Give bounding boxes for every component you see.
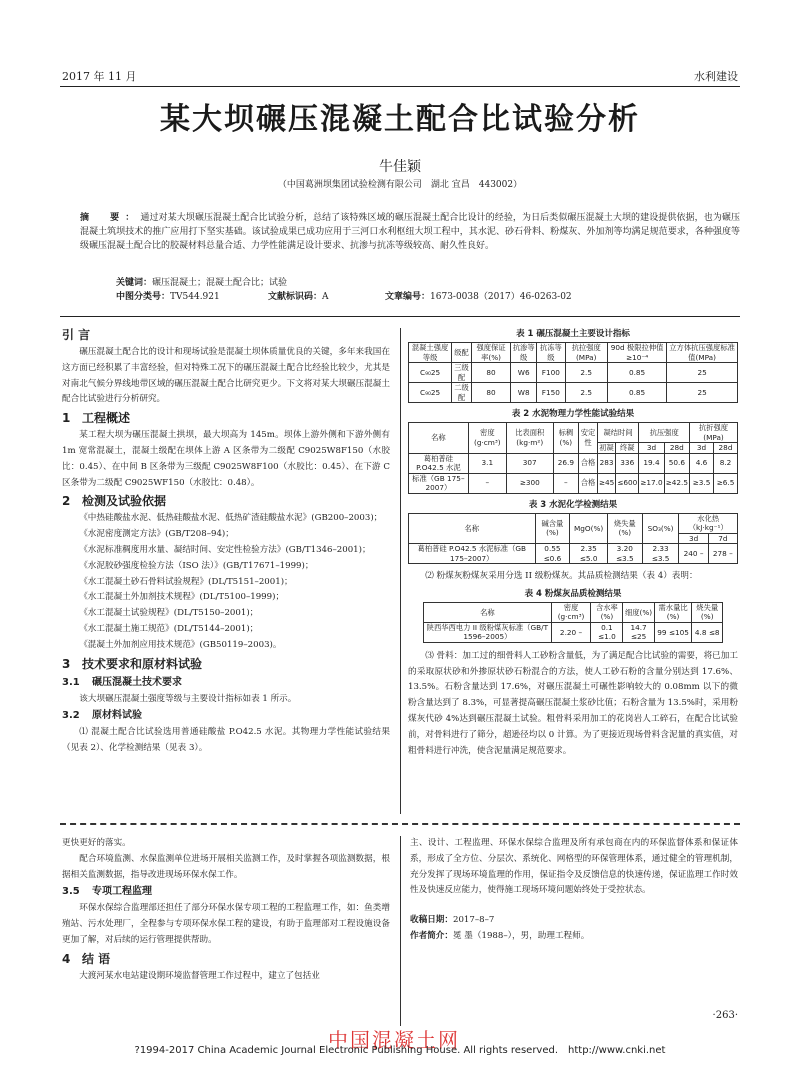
table-cell: 50.6 (664, 453, 689, 473)
table3 (408, 513, 738, 565)
table-cell: 三级配 (452, 363, 472, 383)
table-cell: – (468, 473, 506, 493)
section1-text: 某工程大坝为碾压混凝土拱坝，最大坝高为 145m。坝体上游外侧和下游外侧有 1m 宽常混凝土，混凝土级配在坝体上游 A 区条带为二级配 C9025W8F150（水胶比：0.45）、在中间 B 区条带为三级配 C9025W8F100（水胶比：0.45）、在下游 C 区条带为二级配 C9025WF150（水胶比：0.48）。 (62, 430, 390, 488)
ref-item: 《水工混凝土砂石骨料试验规程》(DL/T5151–2001)； (79, 576, 293, 587)
table-header: 抗拉强度(MPa) (565, 343, 607, 363)
table-header: SO₃(%) (642, 513, 679, 544)
lower-right-paragraph: 主、设计、工程监理、环保水保综合监理及所有承包商在内的环保监督体系和保证体系，形成了全方位、分层次、系统化、网格型的环保管理体系，通过健全的管理机制，充分发挥了现场环境监理的作用，保证指令及反馈信息的快速传递，保证监理工作时效性及快速反应能力，使得施工现场环境问题始终处于受控状态。 (410, 838, 738, 896)
table3-caption: 表 3 水泥化学检测结果 (528, 499, 618, 510)
author-info-line (410, 929, 738, 945)
table-row (409, 453, 738, 473)
table-cell: 2.5 (565, 383, 607, 403)
table-cell: W6 (511, 363, 537, 383)
table-header-row (409, 423, 738, 443)
table-cell: ≥3.5 (690, 473, 714, 493)
table-header: 强度保证率(%) (471, 343, 510, 363)
article-no-value: 1673-0038（2017）46-0263-02 (430, 292, 572, 302)
table-header: 需水量比(%) (654, 602, 692, 622)
table-cell: 2.20 – (551, 622, 591, 642)
page-number: ·263· (712, 1010, 738, 1021)
author-name: 牛佳颖 (379, 159, 421, 175)
table-cell: ≥42.5 (664, 473, 689, 493)
left-column (62, 325, 390, 757)
section2-heading: 2 检测及试验依据 (62, 494, 167, 509)
table-cell: 19.4 (639, 453, 664, 473)
column-separator (400, 328, 401, 814)
table-cell: 2.33 ≤3.5 (642, 544, 679, 564)
table-header-row (424, 602, 723, 622)
table-header: 密度(g·cm³) (468, 423, 506, 454)
table-header: 抗压强度 (639, 423, 690, 443)
table-cell: 合格 (579, 473, 598, 493)
table-cell: ≥17.0 (639, 473, 664, 493)
table-cell: 240 – (679, 544, 708, 564)
keywords-label: 关键词： (116, 278, 153, 288)
table1-caption: 表 1 碾压混凝土主要设计指标 (516, 329, 630, 339)
abstract-text: 通过对某大坝碾压混凝土配合比试验分析，总结了该特殊区域的碾压混凝土配合比设计的经验，为日后类似碾压混凝土大坝的建设提供依据，也为碾压混凝土筑坝技术的推广应用打下坚实基础。该试验成果已成功应用于三河口水利枢纽大坝工程中，其水泥、砂石骨料、粉煤灰、外加剂等均满足规范要求，各种强度等级碾压混凝土配合比的胶凝材料总量合适、力学性能满足设计要求、抗渗与抗冻等级较高、耐久性良好。 (80, 213, 740, 251)
affiliation: （中国葛洲坝集团试验检测有限公司 湖北 宜昌 443002） (277, 180, 523, 190)
table-row (424, 622, 723, 642)
section4-heading: 4 结 语 (62, 951, 111, 966)
watermark-stamp: 中国混凝土网 (328, 1028, 460, 1052)
table-header: 级配 (452, 343, 472, 363)
flyash-text (408, 569, 738, 585)
article-no-label: 文章编号： (385, 292, 431, 302)
abstract-label: 摘 要： (80, 213, 141, 223)
table-header: 初凝 (599, 443, 614, 452)
table-header: 28d (664, 443, 689, 454)
abstract-rule (60, 316, 740, 317)
table-header: 抗渗等级 (511, 343, 537, 363)
table-cell: 99 ≤105 (654, 622, 692, 642)
table-cell: 2.5 (565, 363, 607, 383)
table-cell: ≥300 (506, 473, 553, 493)
table-cell: 8.2 (713, 453, 737, 473)
ref-item: 《水泥胶砂强度检验方法（ISO 法）》(GB/T17671–1999)； (79, 560, 314, 571)
table-cell: 25 (667, 383, 738, 403)
doc-code (268, 291, 329, 303)
aggregate-text (408, 649, 738, 760)
header-journal: 水利建设 (694, 70, 738, 83)
author-info: 冕 墨（1988–），男，助理工程师。 (452, 930, 590, 941)
received-line (410, 913, 738, 929)
table-cell: 278 – (708, 544, 737, 564)
table4 (423, 602, 723, 643)
received-date: 2017–8–7 (452, 915, 495, 926)
table-cell: W8 (511, 383, 537, 403)
doc-code-value: A (322, 292, 329, 302)
keywords-text: 碾压混凝土；混凝土配合比；试验 (152, 278, 288, 288)
table-row (409, 363, 738, 383)
table-header: 名称 (424, 602, 552, 622)
dashed-divider (60, 823, 740, 825)
article-title: 某大坝碾压混凝土配合比试验分析 (160, 102, 640, 137)
section4-text: 大渡河某水电站建设期环境监督管理工作过程中，建立了包括业 (79, 970, 320, 981)
table-cell: 0.55 ≤0.6 (535, 544, 570, 564)
table-cell: 4.8 ≤8 (692, 622, 723, 642)
table-cell: 2.35 ≤5.0 (570, 544, 608, 564)
table2-caption: 表 2 水泥物理力学性能试验结果 (511, 409, 635, 419)
table-cell: C₉₀25 (409, 383, 452, 403)
table-cell: 葛柏普硅 P.O42.5 水泥标准（GB 175–2007） (409, 544, 536, 564)
table-row (409, 544, 738, 564)
table-row (409, 383, 738, 403)
table-cell: ≥6.5 (713, 473, 737, 493)
table-header: 3d (679, 533, 708, 544)
table-header: 比表面积(kg·m²) (506, 423, 553, 454)
doc-code-label: 文献标识码： (268, 292, 323, 302)
table-cell: 葛柏普硅 P.O42.5 水泥 (409, 453, 469, 473)
table-header: 3d (690, 443, 714, 454)
clc-label: 中图分类号： (116, 292, 171, 302)
table-header: 3d (639, 443, 664, 454)
table-cell: ≥45 (597, 473, 615, 493)
table-cell: 陕西华西电力 II 级粉煤灰标准（GB/T 1596–2005） (424, 622, 552, 642)
table-cell: 80 (471, 383, 510, 403)
table-cell: F100 (537, 363, 565, 383)
section35-heading: 3.5 专项工程监理 (62, 886, 152, 898)
received-label: 收稿日期： (410, 915, 453, 926)
ref-item: 《水工混凝土施工规范》(DL/T5144–2001)； (79, 623, 259, 634)
clc (116, 291, 220, 303)
table-cell: 3.1 (468, 453, 506, 473)
table-header-row (409, 343, 738, 363)
table-header: 终凝 (616, 443, 639, 454)
keywords (116, 277, 287, 289)
table-cell: 0.85 (607, 363, 666, 383)
table2 (408, 422, 738, 494)
lower-paragraph: 配合环境监测、水保监测单位进场开展相关监测工作，及时掌握各项监测数据，根据相关监测数据，指导改进现场环保水保工作。 (62, 853, 390, 880)
table-cell: F150 (537, 383, 565, 403)
table-cell: 80 (471, 363, 510, 383)
table-header: 28d (713, 443, 737, 454)
intro-text: 碾压混凝土配合比的设计和现场试验是混凝土坝体质量优良的关键，多年来我国在这方面已经积累了丰富经验，但对特殊工况下的碾压混凝土配合比经验比较少，尤其是对南北气候分界线地带区域的碾压混凝土配合比研究更少。下文将对某大坝碾压混凝土配合比试验进行分析研究。 (62, 347, 390, 405)
table-header: 90d 极限拉伸值≥10⁻⁴ (607, 343, 666, 363)
article-no (385, 291, 572, 303)
table-header: 凝结时间 (597, 423, 638, 443)
header-date: 2017 年 11 月 (62, 70, 137, 83)
table-cell: 二级配 (452, 383, 472, 403)
table-header: 立方体抗压强度标准值(MPa) (667, 343, 738, 363)
table-cell: ≤600 (616, 473, 639, 493)
table-cell: 26.9 (553, 453, 579, 473)
section31-text: 该大坝碾压混凝土强度等级与主要设计指标如表 1 所示。 (79, 693, 297, 704)
lower-left-column (62, 836, 390, 985)
table-cell: C₉₀25 (409, 363, 452, 383)
table-header: MgO(%) (570, 513, 608, 544)
table-cell: 4.6 (690, 453, 714, 473)
table-header: 密度(g·cm³) (551, 602, 591, 622)
right-column (408, 328, 738, 759)
section32-text: ⑴ 混凝土配合比试验选用普通硅酸盐 P.O42.5 水泥。其物理力学性能试验结果（见表 2）、化学检测结果（见表 3）。 (62, 727, 390, 754)
abstract (80, 211, 740, 253)
clc-value: TV544.921 (170, 292, 220, 302)
table-header: 7d (708, 533, 737, 544)
lower-paragraph: 更快更好的落实。 (62, 838, 131, 848)
ref-item: 《水泥标准稠度用水量、凝结时间、安定性检验方法》(GB/T1346–2001)； (79, 544, 371, 555)
ref-item: 《中热硅酸盐水泥、低热硅酸盐水泥、低热矿渣硅酸盐水泥》(GB200–2003)； (79, 513, 383, 524)
table-header: 安定性 (579, 423, 598, 454)
author-info-label: 作者简介： (410, 930, 453, 941)
table-header: 烧失量(%) (607, 513, 642, 544)
table-header: 名称 (409, 513, 536, 544)
table-cell: 3.20 ≤3.5 (607, 544, 642, 564)
ref-item: 《水泥密度测定方法》(GB/T208–94)； (79, 529, 234, 540)
intro-heading: 引 言 (62, 328, 91, 342)
ref-item: 《混凝土外加剂应用技术规范》(GB50119–2003)。 (79, 639, 282, 650)
table-cell: 0.1 ≤1.0 (591, 622, 623, 642)
table-header: 细度(%) (623, 602, 654, 622)
ref-item: 《水工混凝土试验规程》(DL/T5150–2001)； (79, 608, 259, 619)
table-header: 碱含量(%) (535, 513, 570, 544)
table-cell: 336 (616, 453, 639, 473)
table-header: 水化热（kJ·kg⁻¹） (679, 513, 738, 533)
copyright-footer: ?1994-2017 China Academic Journal Electronic Publishing House. All rights reserved. http://www.cnki.net (134, 1045, 666, 1056)
table1 (408, 342, 738, 403)
table-header: 混凝土强度等级 (409, 343, 452, 363)
table-cell: 25 (667, 363, 738, 383)
table-cell: 标准（GB 175–2007） (409, 473, 469, 493)
section31-heading: 3.1 碾压混凝土技术要求 (62, 676, 182, 688)
table-header: 烧失量(%) (692, 602, 723, 622)
section35-text: 环保水保综合监理部还担任了部分环保水保专项工程的工程监理工作，如：鱼类增殖站、污水处理厂，全程参与专项环保水保工程的建设，有助于监理部对工程设施设备更加了解，对后续的运行管理提供帮助。 (62, 903, 390, 945)
table-cell: 合格 (579, 453, 598, 473)
table-cell: 283 (597, 453, 615, 473)
header-rule (60, 86, 740, 87)
lower-column-separator (400, 836, 401, 1026)
aggregate-paragraph: ⑶ 骨料：加工过的细骨料人工砂粉含量低，为了满足配合比试验的需要，将已加工的采取原状砂和外掺原状砂石粉混合的方法，使人工砂石粉的含量分别达到 17.6%、13.5%。石粉含量达到 17.6%，对碾压混凝土可碾性影响较大的 0.08mm 以下的微粉含量达到了 8.3%，可显著提高碾压混凝土浆砂比值；石粉含量为 13.5%时，采用粉煤灰代砂 4%达到碾压混凝土试验。粗骨料采用加工的花岗岩人工碎石，在配合比试验前，对骨料进行了筛分，超逊径均以 0 计算。为了更接近现场骨料含泥量的真实值，对粗骨料进行冲洗，使含泥量满足规范要求。 (408, 650, 738, 756)
flyash-paragraph: ⑵ 粉煤灰粉煤灰采用分选 II 级粉煤灰。其品质检测结果（表 4）表明： (425, 571, 698, 581)
table-cell: 0.85 (607, 383, 666, 403)
table4-caption: 表 4 粉煤灰品质检测结果 (524, 588, 622, 599)
table-header: 抗冻等级 (537, 343, 565, 363)
table-cell: 307 (506, 453, 553, 473)
table-header: 抗折强度(MPa) (690, 423, 738, 443)
table-cell: – (553, 473, 579, 493)
lower-right-column (410, 836, 738, 945)
table-cell: 14.7 ≤25 (623, 622, 654, 642)
section1-heading: 1 工程概述 (62, 411, 131, 426)
table-header: 含水率(%) (591, 602, 623, 622)
table-header: 标稠(%) (553, 423, 579, 454)
table-row (409, 473, 738, 493)
table-header-row (409, 513, 738, 533)
ref-item: 《水工混凝土外加剂技术规程》(DL/T5100–1999)； (79, 592, 285, 603)
table-header: 名称 (409, 423, 469, 454)
section3-heading: 3 技术要求和原材料试验 (62, 656, 203, 671)
section32-heading: 3.2 原材料试验 (62, 710, 142, 722)
